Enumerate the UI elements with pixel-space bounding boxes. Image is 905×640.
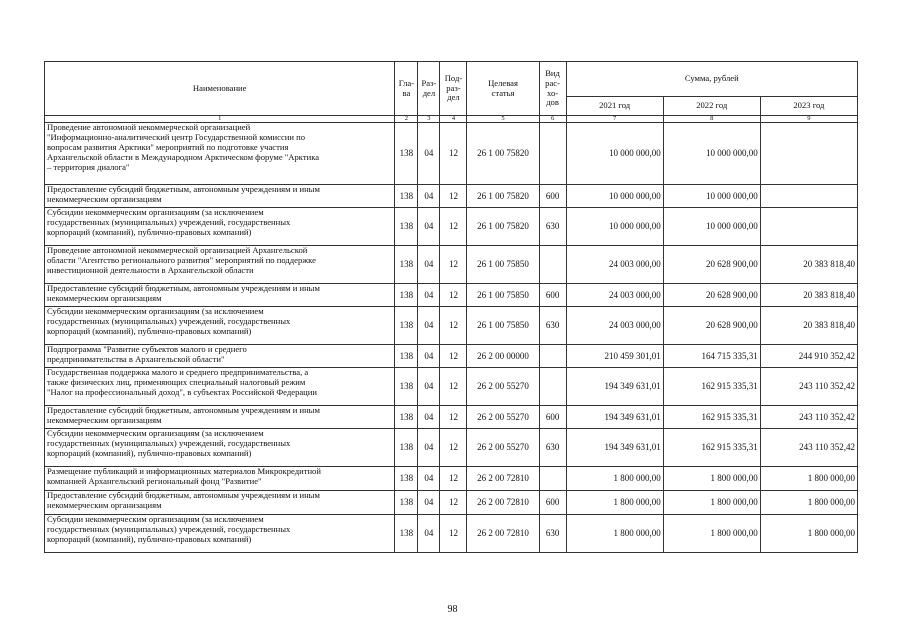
table-row [45,515,858,553]
row-sum-2023: 243 110 352,42 [760,429,857,467]
row-podrazdel: 12 [440,345,467,368]
row-podrazdel: 12 [440,284,467,307]
row-razdel: 04 [418,491,440,515]
row-sum-2022: 1 800 000,00 [663,467,760,491]
row-glava: 138 [395,467,418,491]
row-glava: 138 [395,123,418,185]
row-sum-2023: 20 383 818,40 [760,284,857,307]
row-podrazdel: 12 [440,491,467,515]
table-row [45,429,858,467]
row-razdel: 04 [418,284,440,307]
row-podrazdel: 12 [440,429,467,467]
row-razdel: 04 [418,208,440,246]
row-razdel: 04 [418,368,440,406]
table-row [45,246,858,284]
row-sum-2022: 162 915 335,31 [663,368,760,406]
page-number: 98 [447,604,458,615]
row-razdel: 04 [418,185,440,208]
row-sum-2023: 20 383 818,40 [760,246,857,284]
row-podrazdel: 12 [440,515,467,553]
row-glava: 138 [395,515,418,553]
row-sum-2023 [760,208,857,246]
row-razdel: 04 [418,515,440,553]
row-celevaya: 26 1 00 75820 [467,208,539,246]
row-name: Предоставление субсидий бюджетным, автономным учреждениям и иным некоммерческим организациям [45,491,395,515]
column-index: 7 [566,116,663,123]
row-celevaya: 26 1 00 75850 [467,284,539,307]
row-sum-2022: 1 800 000,00 [663,515,760,553]
header-razdel [418,62,440,116]
row-name: Проведение автономной некоммерческой организацией "Информационно-аналитический центр Государственной комиссии по вопросам развития Арктики" мероприятий по подготовке участия Архангельской области в Международном Арктическом форуме "Арктика – территория диалога" [45,123,395,185]
row-razdel: 04 [418,406,440,429]
row-sum-2021: 210 459 301,01 [566,345,663,368]
row-glava: 138 [395,429,418,467]
row-glava: 138 [395,406,418,429]
row-sum-2021: 10 000 000,00 [566,123,663,185]
table-row [45,123,858,185]
row-name: Предоставление субсидий бюджетным, автономным учреждениям и иным некоммерческим организациям [45,406,395,429]
row-sum-2022: 10 000 000,00 [663,208,760,246]
row-glava: 138 [395,246,418,284]
column-index: 2 [395,116,418,123]
header-podrazdel-label: Под- раз- дел [444,72,463,103]
row-name: Субсидии некоммерческим организациям (за исключением государственных (муниципальных) учреждений, государственных корпораций (компаний), публично-правовых компаний) [45,515,395,553]
header-name-label: Наименование [192,82,247,93]
table-row [45,345,858,368]
header-celevaya [467,62,539,116]
row-celevaya: 26 2 00 72810 [467,515,539,553]
header-celevaya-label: Целевая статья [488,77,518,98]
row-razdel: 04 [418,123,440,185]
row-sum-2022: 10 000 000,00 [663,185,760,208]
row-sum-2023: 244 910 352,42 [760,345,857,368]
row-podrazdel: 12 [440,185,467,208]
row-sum-2021: 194 349 631,01 [566,429,663,467]
row-sum-2023: 20 383 818,40 [760,307,857,345]
row-name: Размещение публикаций и информационных материалов Микрокредитной компанией Архангельский региональный фонд "Развитие" [45,467,395,491]
header-name [45,62,395,116]
row-sum-2023: 1 800 000,00 [760,515,857,553]
row-celevaya: 26 1 00 75850 [467,246,539,284]
row-name: Государственная поддержка малого и среднего предпринимательства, а также физических лиц, применяющих специальный налоговый режим "Налог на профессиональный доход", в субъектах Российской Федерации [45,368,395,406]
row-vid [539,246,566,284]
row-podrazdel: 12 [440,246,467,284]
header-year-2023-label: 2023 год [793,100,825,111]
row-razdel: 04 [418,345,440,368]
row-vid [539,368,566,406]
row-podrazdel: 12 [440,208,467,246]
row-sum-2022: 20 628 900,00 [663,284,760,307]
column-index: 6 [539,116,566,123]
column-index: 4 [440,116,467,123]
row-sum-2022: 20 628 900,00 [663,307,760,345]
row-vid: 630 [539,208,566,246]
row-sum-2021: 194 349 631,01 [566,368,663,406]
row-sum-2021: 1 800 000,00 [566,467,663,491]
row-sum-2023: 1 800 000,00 [760,467,857,491]
row-sum-2022: 164 715 335,31 [663,345,760,368]
column-index: 3 [418,116,440,123]
table-row [45,467,858,491]
row-celevaya: 26 1 00 75820 [467,185,539,208]
table-row [45,208,858,246]
row-sum-2023: 243 110 352,42 [760,368,857,406]
row-razdel: 04 [418,429,440,467]
header-year-2021 [566,97,663,116]
row-glava: 138 [395,491,418,515]
row-glava: 138 [395,368,418,406]
row-glava: 138 [395,345,418,368]
table-row [45,284,858,307]
row-name: Предоставление субсидий бюджетным, автономным учреждениям и иным некоммерческим организациям [45,185,395,208]
header-year-2022-label: 2022 год [696,100,728,111]
row-vid [539,345,566,368]
row-sum-2022: 20 628 900,00 [663,246,760,284]
row-vid: 630 [539,429,566,467]
header-year-2022 [663,97,760,116]
header-year-2023 [760,97,857,116]
row-celevaya: 26 2 00 55270 [467,406,539,429]
row-vid: 600 [539,284,566,307]
row-vid: 600 [539,406,566,429]
column-index: 5 [467,116,539,123]
row-celevaya: 26 2 00 00000 [467,345,539,368]
row-celevaya: 26 1 00 75850 [467,307,539,345]
row-sum-2021: 194 349 631,01 [566,406,663,429]
row-vid: 600 [539,491,566,515]
row-podrazdel: 12 [440,467,467,491]
row-podrazdel: 12 [440,307,467,345]
header-year-2021-label: 2021 год [599,100,631,111]
row-vid: 600 [539,185,566,208]
row-celevaya: 26 2 00 72810 [467,491,539,515]
row-name: Субсидии некоммерческим организациям (за исключением государственных (муниципальных) учреждений, государственных корпораций (компаний), публично-правовых компаний) [45,307,395,345]
row-podrazdel: 12 [440,406,467,429]
row-sum-2021: 24 003 000,00 [566,284,663,307]
column-index: 8 [663,116,760,123]
header-summa [566,62,857,97]
row-name: Субсидии некоммерческим организациям (за исключением государственных (муниципальных) учреждений, государственных корпораций (компаний), публично-правовых компаний) [45,208,395,246]
budget-table [44,61,858,553]
row-sum-2023: 1 800 000,00 [760,491,857,515]
row-razdel: 04 [418,246,440,284]
table-row [45,307,858,345]
row-celevaya: 26 2 00 55270 [467,429,539,467]
row-name: Подпрограмма "Развитие субъектов малого и среднего предпринимательства в Архангельской области" [45,345,395,368]
row-sum-2021: 10 000 000,00 [566,208,663,246]
row-sum-2023: 243 110 352,42 [760,406,857,429]
table-row [45,368,858,406]
row-name: Проведение автономной некоммерческой организацией Архангельской области "Агентство регионального развития" мероприятий по поддержке инвестиционной деятельности в Архангельской области [45,246,395,284]
row-podrazdel: 12 [440,368,467,406]
row-sum-2021: 1 800 000,00 [566,515,663,553]
row-razdel: 04 [418,307,440,345]
column-index: 1 [45,116,395,123]
row-celevaya: 26 2 00 55270 [467,368,539,406]
row-sum-2021: 24 003 000,00 [566,246,663,284]
row-glava: 138 [395,307,418,345]
row-glava: 138 [395,284,418,307]
row-razdel: 04 [418,467,440,491]
row-glava: 138 [395,208,418,246]
row-glava: 138 [395,185,418,208]
row-vid [539,467,566,491]
row-sum-2022: 162 915 335,31 [663,406,760,429]
row-sum-2023 [760,185,857,208]
row-sum-2022: 1 800 000,00 [663,491,760,515]
row-sum-2021: 1 800 000,00 [566,491,663,515]
header-glava [395,62,418,116]
header-glava-label: Гла- ва [398,77,415,98]
row-vid: 630 [539,307,566,345]
row-sum-2022: 10 000 000,00 [663,123,760,185]
row-sum-2021: 24 003 000,00 [566,307,663,345]
row-sum-2022: 162 915 335,31 [663,429,760,467]
header-razdel-label: Раз- дел [421,77,437,98]
row-vid: 630 [539,515,566,553]
header-vid [539,62,566,116]
row-celevaya: 26 1 00 75820 [467,123,539,185]
table-row [45,406,858,429]
row-celevaya: 26 2 00 72810 [467,467,539,491]
row-name: Предоставление субсидий бюджетным, автономным учреждениям и иным некоммерческим организациям [45,284,395,307]
row-sum-2023 [760,123,857,185]
header-vid-label: Вид рас- хо- дов [545,67,560,108]
row-podrazdel: 12 [440,123,467,185]
row-sum-2021: 10 000 000,00 [566,185,663,208]
column-index: 9 [760,116,857,123]
header-podrazdel [440,62,467,116]
header-summa-label: Сумма, рублей [684,73,739,84]
row-vid [539,123,566,185]
table-row [45,491,858,515]
row-name: Субсидии некоммерческим организациям (за исключением государственных (муниципальных) учреждений, государственных корпораций (компаний), публично-правовых компаний) [45,429,395,467]
table-row [45,185,858,208]
